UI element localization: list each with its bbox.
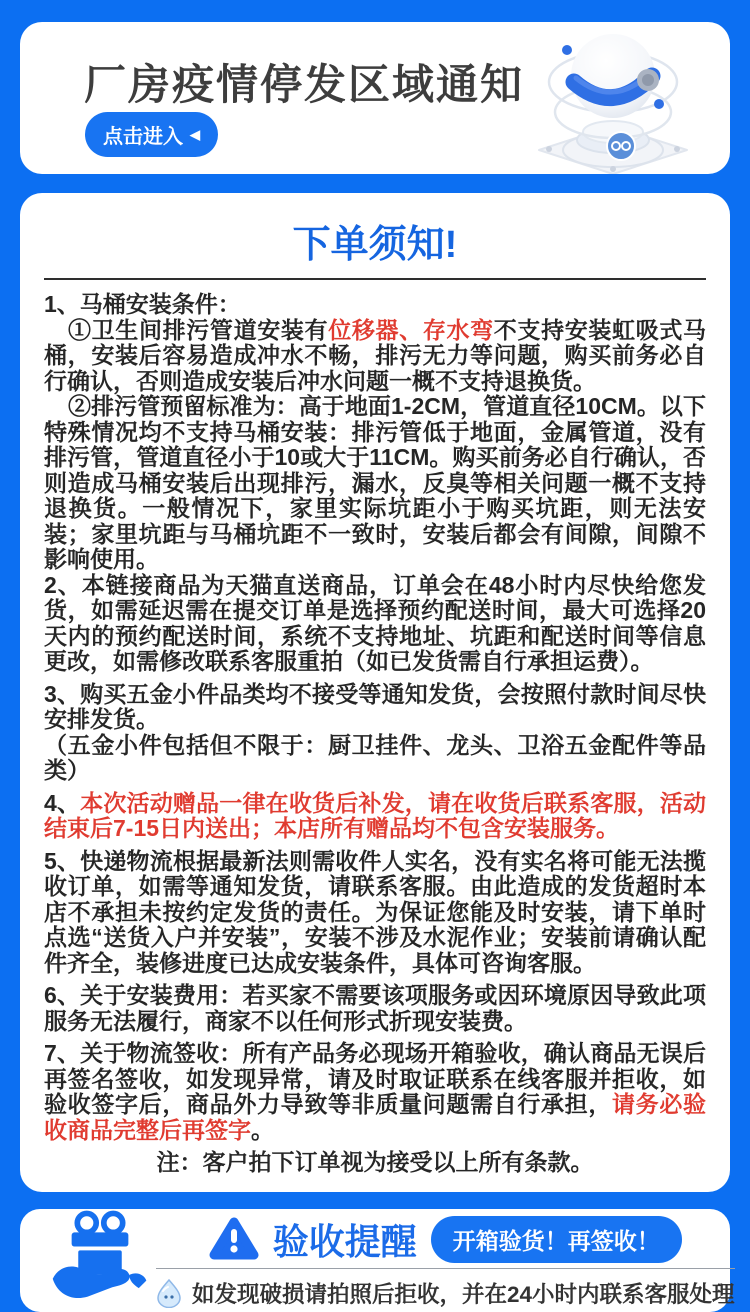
reminder-content: [156, 1211, 735, 1309]
damage-tip-text: 如发现破损请拍照后拒收，并在24小时内联系客服处理: [192, 1282, 735, 1307]
banner-card: [20, 22, 730, 174]
term-5: 5、快递物流根据最新法则需收件人实名，没有实名将可能无法揽收订单，如需等通知发货，请联系客服。由此造成的发货超时本店不承担未按约定发货的责任。为保证您能及时安装，请下单时点选“送货入户并安装”，安装不涉及水泥作业；安装前请确认配件齐全，装修进度已达成安装条件，具体可咨询客服。: [44, 847, 706, 976]
hand-holding-gift-icon: [48, 1208, 152, 1309]
term-1-sub1: ①卫生间排污管道安装有位移器、存水弯不支持安装虹吸式马桶，安装后容易造成冲水不畅，排污无力等问题，购买前务必自行确认，否则造成安装后冲水问题一概不支持退换货。: [44, 316, 707, 394]
title-divider: [44, 278, 706, 280]
term-7: 7、关于物流签收：所有产品务必现场开箱验收，确认商品无误后再签名签收，如发现异常，请及时取证联系在线客服并拒收，如验收签字后，商品外力导致等非质量问题需自行承担，请务必验收商品完整后再签字。: [44, 1040, 707, 1143]
reminder-tip-row: [156, 1269, 735, 1309]
term-4: 4、本次活动赠品一律在收货后补发，请在收货后联系客服，活动结束后7-15日内送出；本店所有赠品均不包含安装服务。: [44, 789, 707, 841]
reminder-heading: 验收提醒: [272, 1220, 417, 1262]
notice-title: 下单须知!: [292, 224, 458, 266]
promo-page: [0, 22, 750, 1312]
enter-button[interactable]: [85, 112, 218, 157]
banner-title: 厂房疫情停发区域通知: [84, 61, 525, 108]
inspection-reminder-card: [20, 1209, 735, 1312]
term-1-sub2: ②排污管预留标准为：高于地面1-2CM，管道直径10CM。以下特殊情况均不支持马桶安装：排污管低于地面，金属管道，没有排污管，管道直径小于10或大于11CM。购买前务必自行确认，否则造成马桶安装后出现排污，漏水，反臭等相关问题一概不支持退换货。一般情况下，家里实际坑距小于购买坑距，则无法安装；家里坑距与马桶坑距不一致时，安装后都会有间隙，间隙不影响使用。: [44, 393, 706, 572]
term-3-line2: （五金小件包括但不限于：厨卫挂件、龙头、卫浴五金配件等品类）: [44, 731, 706, 783]
term-1-heading: 1、马桶安装条件：: [44, 291, 241, 317]
reminder-heading-row: [156, 1211, 735, 1267]
enter-button-label: 点击进入: [103, 126, 183, 148]
highlight-red-text: 请务必验收商品完整后再签字: [44, 1091, 707, 1143]
inspection-badge: 开箱验货！再签收！: [431, 1216, 682, 1263]
term-2: 2、本链接商品为天猫直送商品，订单会在48小时内尽快给您发货，如需延迟需在提交订单是选择预约配送时间，最大可选择20天内的预约配送时间，系统不支持地址、坑距和配送时间等信息更改，如需修改联系客服重拍（如已发货需自行承担运费）。: [44, 571, 706, 674]
warning-triangle-icon: [209, 1216, 259, 1262]
smart-toilet-3d-icon: [521, 24, 706, 174]
term-6: 6、关于安装费用：若买家不需要该项服务或因环境原因导致此项服务无法履行，商家不以任何形式折现安装费。: [44, 982, 706, 1034]
product-illustration: [521, 24, 706, 174]
highlight-red-text: 位移器、存水弯: [328, 316, 494, 343]
left-triangle-icon: ◀: [190, 127, 200, 142]
order-notice-card: [20, 193, 730, 1192]
term-3-line1: 3、购买五金小件品类均不接受等通知发货，会按照付款时间尽快安排发货。: [44, 680, 706, 732]
terms-acceptance-note: 注：客户拍下订单视为接受以上所有条款。: [156, 1149, 594, 1175]
highlight-red-text: 本次活动赠品一律在收货后补发，请在收货后联系客服，活动结束后7-15日内送出；本店所有赠品均不包含安装服务。: [44, 789, 707, 841]
water-drop-mascot-icon: [156, 1278, 182, 1308]
